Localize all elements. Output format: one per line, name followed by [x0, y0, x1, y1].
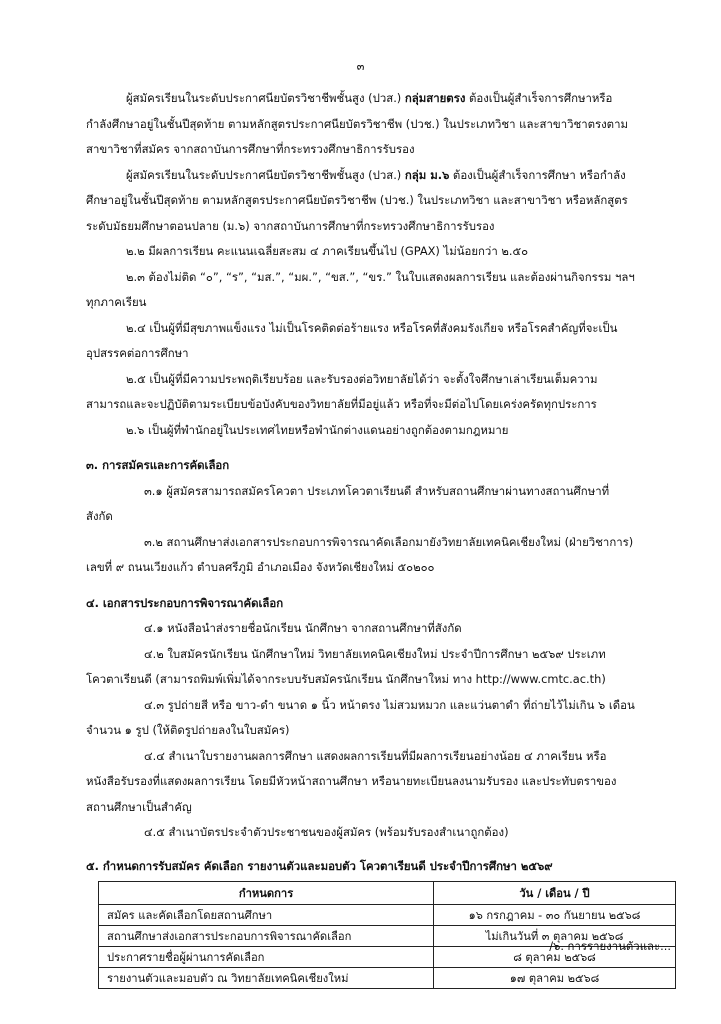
bold-term-m6-group: กลุ่ม ม.๖: [404, 167, 450, 182]
section-4-heading: ๔. เอกสารประกอบการพิจารณาคัดเลือก: [86, 595, 284, 610]
item-2-2: ๒.๒ มีผลการเรียน คะแนนเฉลี่ยสะสม ๔ ภาคเรียนขึ้นไป (GPAX) ไม่น้อยกว่า ๒.๕๐: [126, 244, 529, 258]
text-span: ต้องเป็นผู้สำเร็จการศึกษา หรือกำลังศึกษาอยู่ในชั้นปีสุดท้าย ตามหลักสูตรประกาศนียบัตรวิชาชีพ (ปวช.) ในประเภทวิชา และสาขาวิชา หรือหลักสูตรระดับมัธยมศึกษาตอนปลาย (ม.๖) จากสถาบันการศึกษาที่กระทรวงศึกษาธิการรับรอง: [86, 167, 628, 233]
section-3-heading: ๓. การสมัครและการคัดเลือก: [86, 458, 230, 472]
item-2-4: ๒.๔ เป็นผู้ที่มีสุขภาพแข็งแรง ไม่เป็นโรคติดต่อร้ายแรง หรือโรคที่สังคมรังเกียจ หรือโรคสำคัญที่จะเป็นอุปสรรคต่อการศึกษา: [86, 320, 618, 360]
item-2-3: ๒.๓ ต้องไม่ติด “๐”, “ร”, “มส.”, “มผ.”, “ขส.”, “ขร.” ในใบแสดงผลการเรียน และต้องผ่านกิจกรรม ฯลฯ ทุกภาคเรียน: [86, 269, 635, 309]
date-cell: ๘ ตุลาคม ๒๕๖๘: [434, 947, 676, 968]
section-5-heading: ๕. กำหนดการรับสมัคร คัดเลือก รายงานตัวและมอบตัว โควตาเรียนดี ประจำปีการศึกษา ๒๕๖๙: [86, 858, 553, 873]
table-header-row: [99, 882, 676, 905]
text-span: ผู้สมัครเรียนในระดับประกาศนียบัตรวิชาชีพชั้นสูง (ปวส.): [126, 91, 405, 105]
table-row: [99, 968, 676, 989]
date-cell: ๑๖ กรกฎาคม - ๓๐ กันยายน ๒๕๖๘: [434, 905, 676, 926]
text-span: ต้องเป็นผู้สำเร็จการศึกษาหรือกำลังศึกษาอยู่ในชั้นปีสุดท้าย ตามหลักสูตรประกาศนียบัตรวิชาชีพ (ปวช.) ในประเภทวิชา และสาขาวิชาตรงตามสาขาวิชาที่สมัคร จากสถาบันการศึกษาที่กระทรวงศึกษาธิการรับรอง: [86, 91, 628, 156]
item-4-1: ๔.๑ หนังสือนำส่งรายชื่อนักเรียน นักศึกษา จากสถานศึกษาที่สังกัด: [144, 621, 462, 635]
item-4-4: ๔.๔ สำเนาใบรายงานผลการศึกษา แสดงผลการเรียนที่มีผลการเรียนอย่างน้อย ๔ ภาคเรียน หรือหนังสือรับรองที่แสดงผลการเรียน โดยมีหัวหน้าสถานศึกษา หรือนายทะเบียนลงนามรับรอง และประทับตราของสถานศึกษาเป็นสำคัญ: [86, 748, 617, 814]
item-4-3: ๔.๓ รูปถ่ายสี หรือ ขาว-ดำ ขนาด ๑ นิ้ว หน้าตรง ไม่สวมหมวก และแว่นตาดำ ที่ถ่ายไว้ไม่เกิน ๖ เดือน จำนวน ๑ รูป (ให้ติดรูปถ่ายลงในใบสมัคร): [86, 697, 635, 737]
paragraph-direct-group: [86, 86, 635, 163]
item-2-5: ๒.๕ เป็นผู้ที่มีความประพฤติเรียบร้อย และรับรองต่อวิทยาลัยได้ว่า จะตั้งใจศึกษาเล่าเรียนเต็มความสามารถและจะปฏิบัติตามระเบียบข้อบังคับของวิทยาลัยที่มีอยู่แล้ว หรือที่จะมีต่อไปโดยเคร่งครัดทุกประการ: [86, 371, 598, 411]
date-cell: ๑๗ ตุลาคม ๒๕๖๘: [434, 968, 676, 989]
event-cell: สมัคร และคัดเลือกโดยสถานศึกษา: [99, 905, 434, 926]
item-4-2: ๔.๒ ใบสมัครนักเรียน นักศึกษาใหม่ วิทยาลัยเทคนิคเชียงใหม่ ประจำปีการศึกษา ๒๕๖๙ ประเภทโควตาเรียนดี (สามารถพิมพ์เพิ่มได้จากระบบรับสมัครนักเรียน นักศึกษาใหม่ ทาง http://www.cmtc.ac.th): [86, 646, 606, 686]
event-cell: รายงานตัวและมอบตัว ณ วิทยาลัยเทคนิคเชียงใหม่: [99, 968, 434, 989]
header-event: กำหนดการ: [99, 882, 434, 905]
date-cell: ไม่เกินวันที่ ๓ ตุลาคม ๒๕๖๘: [434, 926, 676, 947]
table-row: [99, 905, 676, 926]
item-3-1: ๓.๑ ผู้สมัครสามารถสมัครโควตา ประเภทโควตาเรียนดี สำหรับสถานศึกษาผ่านทางสถานศึกษาที่สังกัด: [86, 483, 610, 523]
bold-term-direct-group: กลุ่มสายตรง: [404, 91, 466, 105]
item-2-6: ๒.๖ เป็นผู้ที่พำนักอยู่ในประเทศไทยหรือพำนักต่างแดนอย่างถูกต้องตามกฎหมาย: [126, 422, 509, 437]
event-cell: ประกาศรายชื่อผู้ผ่านการคัดเลือก: [99, 947, 434, 968]
text-span: ผู้สมัครเรียนในระดับประกาศนียบัตรวิชาชีพชั้นสูง (ปวส.): [126, 167, 405, 182]
paragraph-m6-group: [86, 163, 635, 240]
schedule-table: [98, 881, 676, 989]
page-number: ๓: [356, 59, 365, 73]
event-cell: สถานศึกษาส่งเอกสารประกอบการพิจารณาคัดเลือก: [99, 926, 434, 947]
item-4-5: ๔.๕ สำเนาบัตรประจำตัวประชาชนของผู้สมัคร (พร้อมรับรองสำเนาถูกต้อง): [144, 825, 509, 839]
header-date: วัน / เดือน / ปี: [434, 882, 676, 905]
item-3-2: ๓.๒ สถานศึกษาส่งเอกสารประกอบการพิจารณาคัดเลือกมายังวิทยาลัยเทคนิคเชียงใหม่ (ฝ่ายวิชาการ) เลขที่ ๙ ถนนเวียงแก้ว ตำบลศรีภูมิ อำเภอเมือง จังหวัดเชียงใหม่ ๕๐๒๐๐: [86, 534, 634, 574]
continuation-note: /๖. การรายงานตัวและ...: [549, 939, 671, 953]
